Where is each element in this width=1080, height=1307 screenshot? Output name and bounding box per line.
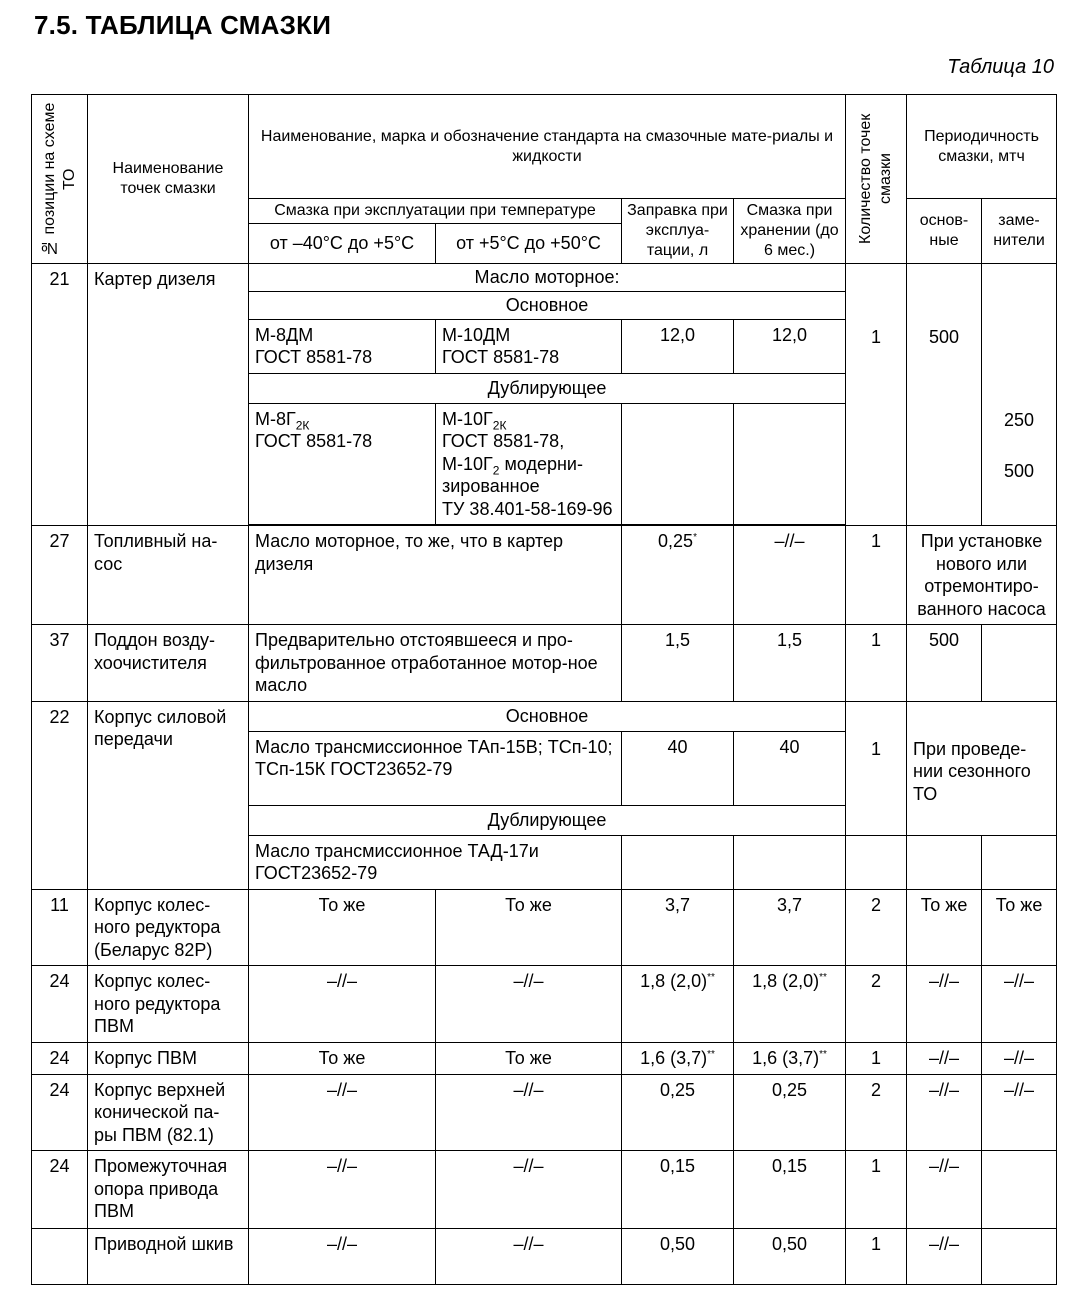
row-storage: 40 <box>734 731 846 805</box>
table-row <box>32 1074 1057 1151</box>
row-period-alt: –//– <box>982 966 1057 1043</box>
header-row-1 <box>32 95 1057 199</box>
row-period-main: 500 <box>907 625 982 702</box>
row-period-alt <box>982 835 1057 889</box>
header-fill: Заправка при эксплуа-тации, л <box>622 199 734 264</box>
row-point: Топливный на-сос <box>88 526 249 625</box>
table-row <box>32 1229 1057 1285</box>
row-count: 1 <box>846 526 907 625</box>
row-material: Масло трансмиссионное ТАп-15В; ТСп-10; ТСп-15К ГОСТ23652-79 <box>249 731 622 805</box>
row-fill: 0,25 <box>622 1074 734 1151</box>
row-storage <box>734 835 846 889</box>
row-t1: –//– <box>249 966 436 1043</box>
header-main: основ-ные <box>907 199 982 264</box>
row-storage: 0,25 <box>734 1074 846 1151</box>
row-count: 1 <box>846 1042 907 1074</box>
row-period-main <box>907 835 982 889</box>
row-t2: –//– <box>436 1074 622 1151</box>
row-period-alt: –//– <box>982 1042 1057 1074</box>
row-material: Масло трансмиссионное ТАД-17и ГОСТ23652-79 <box>249 835 622 889</box>
row-period-alt: То же <box>982 889 1057 966</box>
header-points: Наименование точек смазки <box>88 95 249 264</box>
row-count: 1 <box>846 701 907 835</box>
table-row <box>32 1151 1057 1229</box>
row-t2: –//– <box>436 1151 622 1229</box>
row-point: Корпус ПВМ <box>88 1042 249 1074</box>
table-row <box>32 526 1057 625</box>
header-alt: заме-нители <box>982 199 1057 264</box>
header-count: Количество точек смазки <box>846 95 907 264</box>
row-fill: 40 <box>622 731 734 805</box>
row-period-alt <box>982 1151 1057 1229</box>
row-point: Корпус колес-ного редуктора (Беларус 82Р) <box>88 889 249 966</box>
row-count <box>846 835 907 889</box>
header-storage: Смазка при хранении (до 6 мес.) <box>734 199 846 264</box>
row-pos: 27 <box>32 526 88 625</box>
row-storage: 1,8 (2,0)** <box>734 966 846 1043</box>
row-fill: 3,7 <box>622 889 734 966</box>
row-point: Картер дизеля <box>88 264 249 526</box>
duplicate-label: Дублирующее <box>249 805 846 835</box>
header-t2: от +5°С до +50°С <box>436 224 622 264</box>
row-storage: 3,7 <box>734 889 846 966</box>
row-period-main: 500 <box>907 264 982 526</box>
row-fill <box>622 403 734 525</box>
row-period-alt <box>982 1229 1057 1285</box>
row-t2: М-10ДМ ГОСТ 8581-78 <box>436 319 622 373</box>
row-pos: 11 <box>32 889 88 966</box>
table-caption: Таблица 10 <box>947 56 1054 78</box>
row-period-main: –//– <box>907 966 982 1043</box>
table-row <box>32 701 1057 731</box>
row-t2: $М-10Г_{2К}$ ГОСТ 8581-78, $М-10Г_2$ модерни-зированное ТУ 38.401-58-169-96 <box>436 403 622 525</box>
page-title: 7.5. ТАБЛИЦА СМАЗКИ <box>34 10 332 40</box>
primary-label: Основное <box>249 292 846 320</box>
row-fill: 1,5 <box>622 625 734 702</box>
row-storage: 0,50 <box>734 1229 846 1285</box>
lubrication-table <box>31 94 1057 1285</box>
row-count: 2 <box>846 1074 907 1151</box>
row-period-alt <box>982 625 1057 702</box>
row-t1: М-8ДМ ГОСТ 8581-78 <box>249 319 436 373</box>
row-t1: То же <box>249 889 436 966</box>
row-point: Промежуточная опора привода ПВМ <box>88 1151 249 1229</box>
header-materials: Наименование, марка и обозначение стандарта на смазочные мате-риалы и жидкости <box>249 95 846 199</box>
row-fill: 0,15 <box>622 1151 734 1229</box>
row-count: 1 <box>846 264 907 526</box>
row-period-main: –//– <box>907 1074 982 1151</box>
row-fill <box>622 835 734 889</box>
motor-oil-label: Масло моторное: <box>249 264 846 292</box>
row-storage: –//– <box>734 526 846 625</box>
row-point: Корпус верхней конической па-ры ПВМ (82.1) <box>88 1074 249 1151</box>
header-period: Периодичность смазки, мтч <box>907 95 1057 199</box>
row-storage <box>734 403 846 525</box>
row-pos: 37 <box>32 625 88 702</box>
row-pos: 22 <box>32 701 88 889</box>
row-pos: 21 <box>32 264 88 526</box>
row-count: 2 <box>846 889 907 966</box>
row-period-main: –//– <box>907 1229 982 1285</box>
row-t1: $М-8Г_{2К}$ ГОСТ 8581-78 <box>249 403 436 525</box>
row-count: 2 <box>846 966 907 1043</box>
row-point: Корпус силовой передачи <box>88 701 249 889</box>
row-period-alt: –//– <box>982 1074 1057 1151</box>
row-material: Масло моторное, то же, что в картер дизеля <box>249 526 622 625</box>
row-storage: 12,0 <box>734 319 846 373</box>
table-row <box>32 889 1057 966</box>
row-period-main: –//– <box>907 1151 982 1229</box>
row-period-main: –//– <box>907 1042 982 1074</box>
header-operation: Смазка при эксплуатации при температуре <box>249 199 622 224</box>
row-t1: –//– <box>249 1074 436 1151</box>
row-t2: –//– <box>436 1229 622 1285</box>
header-t1: от –40°С до +5°С <box>249 224 436 264</box>
table-row <box>32 1042 1057 1074</box>
row-t2: То же <box>436 889 622 966</box>
table-row <box>32 264 1057 292</box>
row-pos <box>32 1229 88 1285</box>
row-count: 1 <box>846 625 907 702</box>
row-t2: То же <box>436 1042 622 1074</box>
row-storage: 1,5 <box>734 625 846 702</box>
row-period: При проведе-нии сезонного ТО <box>907 701 1057 835</box>
table-row <box>32 966 1057 1043</box>
row-point: Поддон возду-хоочистителя <box>88 625 249 702</box>
row-period-alt: 250 500 <box>982 264 1057 526</box>
row-point: Корпус колес-ного редуктора ПВМ <box>88 966 249 1043</box>
row-count: 1 <box>846 1151 907 1229</box>
row-count: 1 <box>846 1229 907 1285</box>
row-fill: 12,0 <box>622 319 734 373</box>
row-storage: 1,6 (3,7)** <box>734 1042 846 1074</box>
row-period-main: То же <box>907 889 982 966</box>
row-t2: –//– <box>436 966 622 1043</box>
row-storage: 0,15 <box>734 1151 846 1229</box>
row-pos: 24 <box>32 1151 88 1229</box>
duplicate-label: Дублирующее <box>249 373 846 403</box>
row-t1: То же <box>249 1042 436 1074</box>
row-pos: 24 <box>32 1042 88 1074</box>
header-pos: № позиции на схеме ТО <box>32 95 88 264</box>
row-fill: 0,50 <box>622 1229 734 1285</box>
row-fill: 1,6 (3,7)** <box>622 1042 734 1074</box>
table-row <box>32 625 1057 702</box>
row-t1: –//– <box>249 1229 436 1285</box>
row-t1: –//– <box>249 1151 436 1229</box>
row-fill: 1,8 (2,0)** <box>622 966 734 1043</box>
row-point: Приводной шкив <box>88 1229 249 1285</box>
primary-label: Основное <box>249 701 846 731</box>
row-material: Предварительно отстоявшееся и про-фильтрованное отработанное мотор-ное масло <box>249 625 622 702</box>
row-pos: 24 <box>32 1074 88 1151</box>
row-period: При установке нового или отремонтиро-ванного насоса <box>907 526 1057 625</box>
row-fill: 0,25* <box>622 526 734 625</box>
row-pos: 24 <box>32 966 88 1043</box>
